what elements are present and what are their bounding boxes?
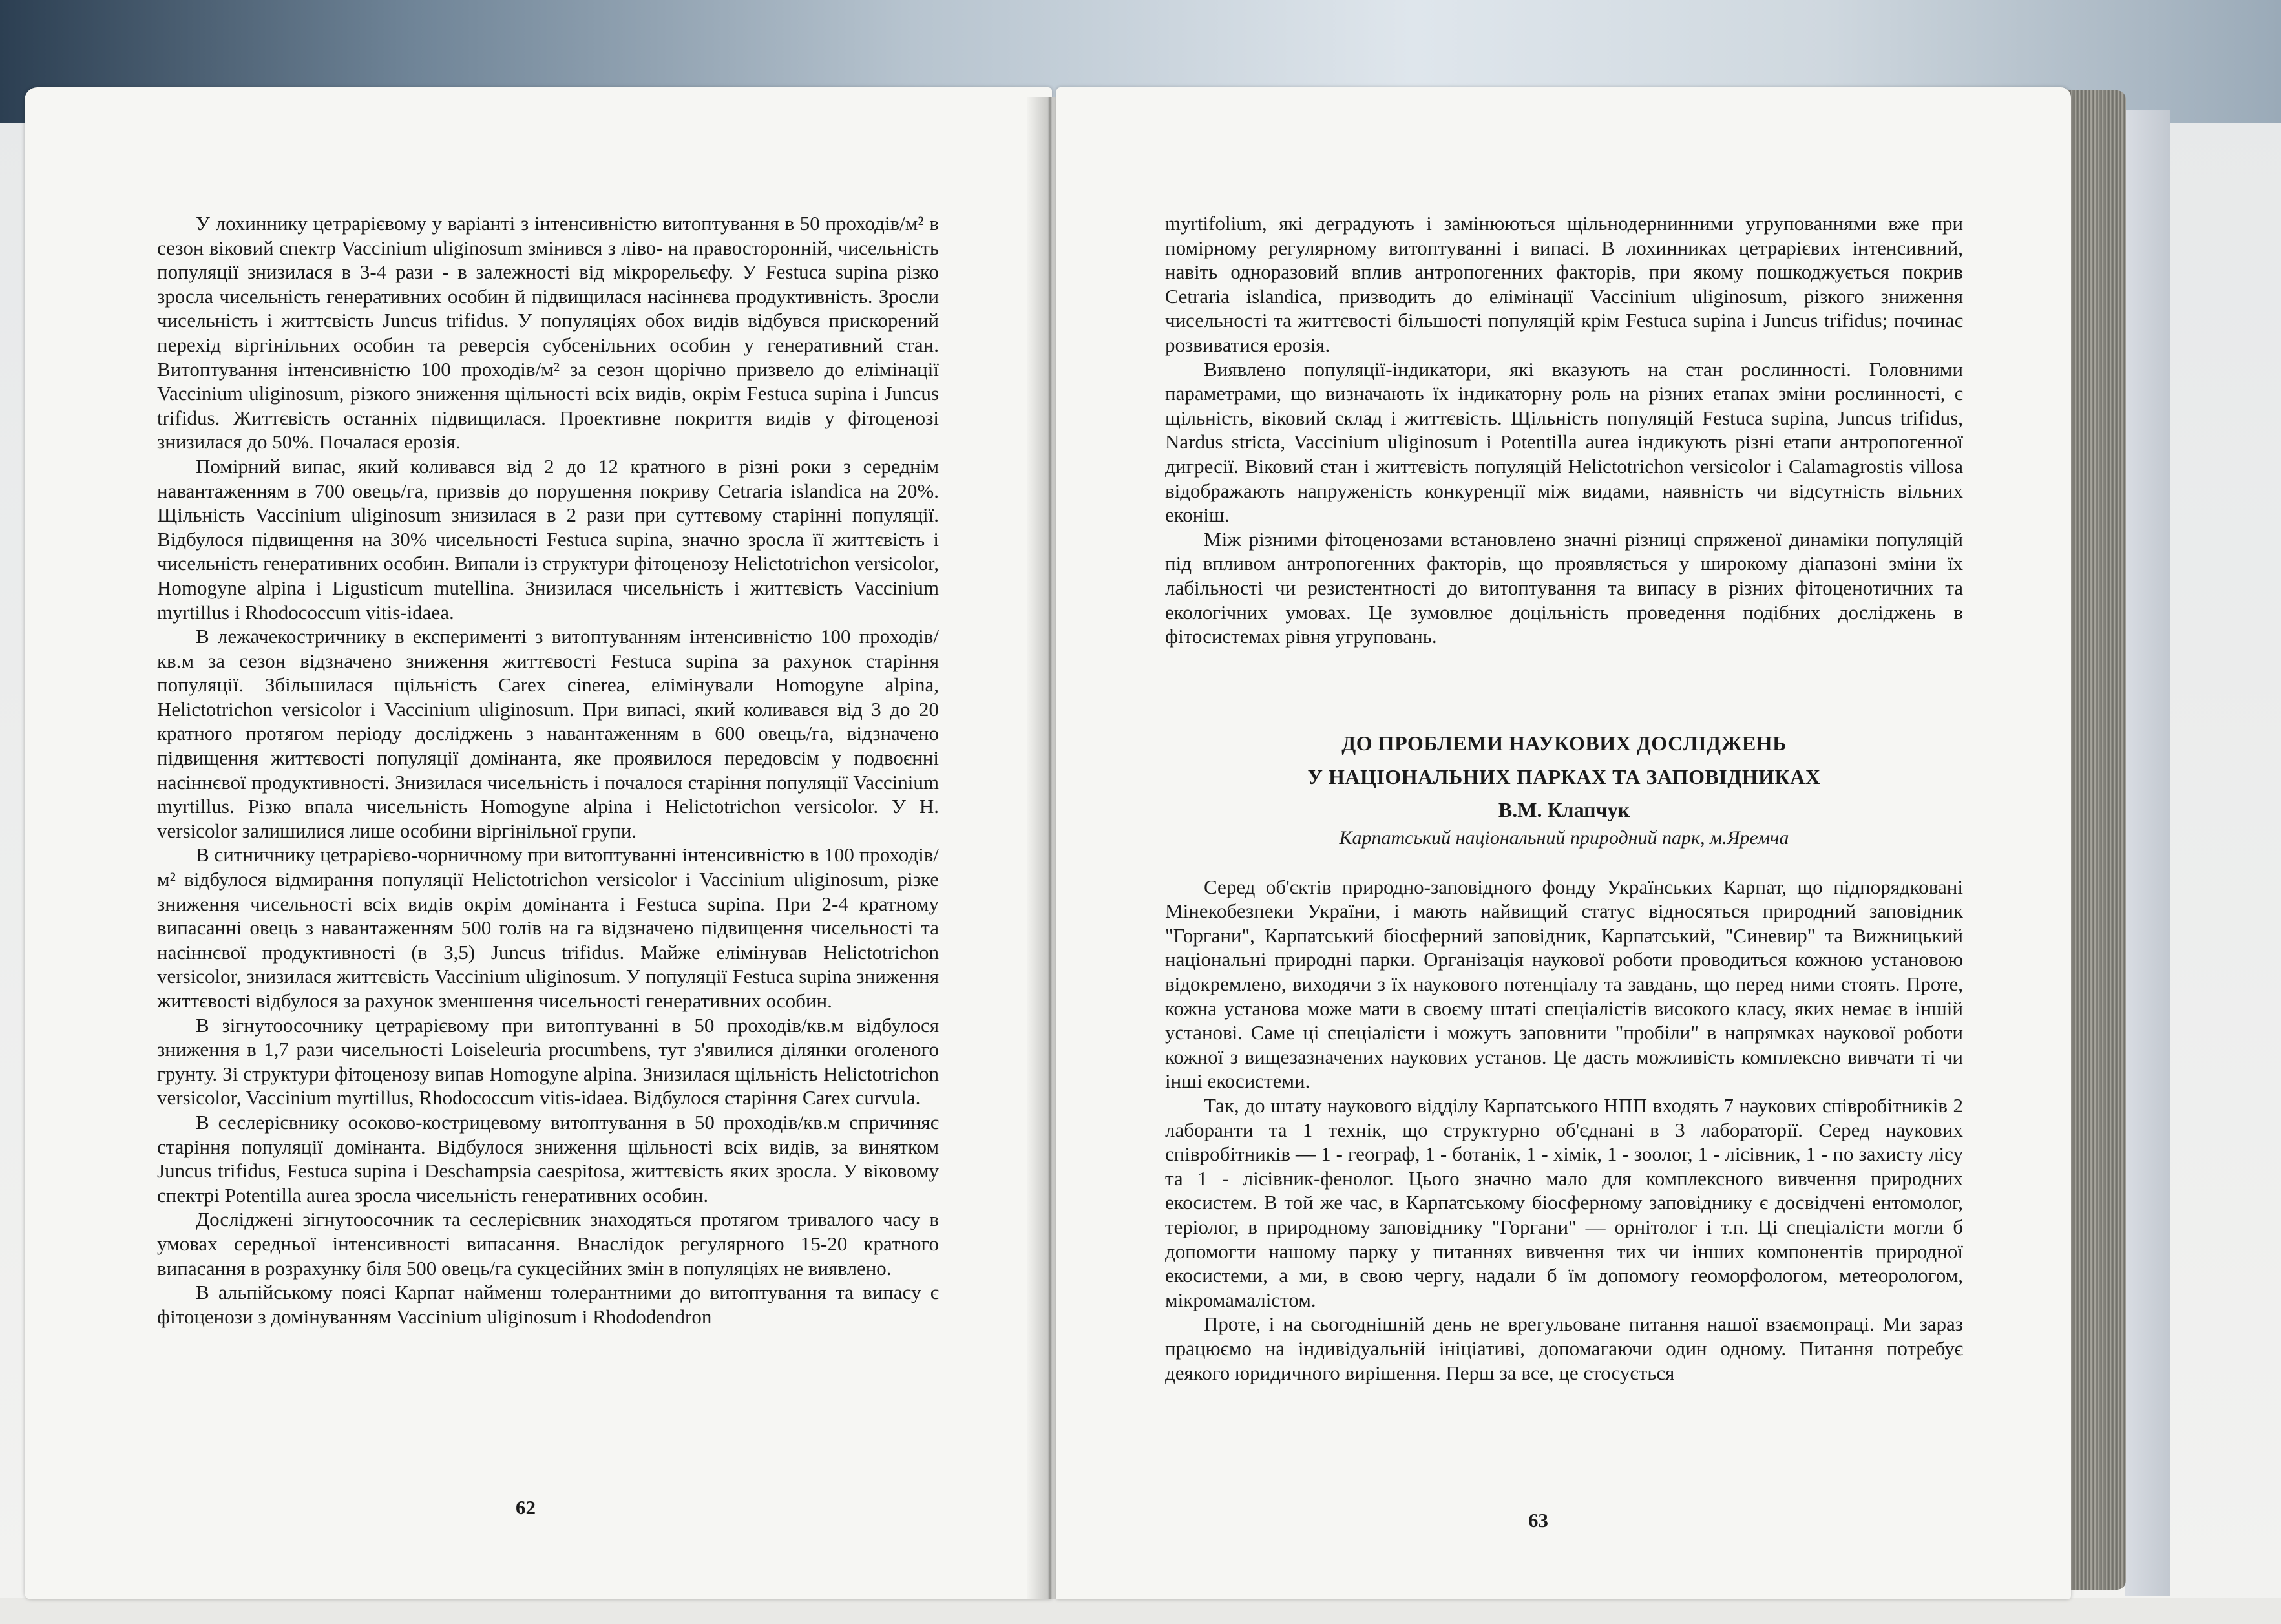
book-page-edges — [2061, 90, 2126, 1590]
left-paragraph-4: В ситничнику цетрарієво-чорничному при витоптуванні інтенсивністю в 100 проходів/м² відбулося відмирання популяції Helictotrichon versicolor і Vaccinium uliginosum, різке зниження чисельності всіх видів окрім домінанта і Festuca supina. При 2-4 кратному випасанні овець з навантаженням 500 голів на га відзначено підвищення чисельності та насіннєвої продуктивності (в 3,5) Juncus trifidus. Майже елімінував Helictotrichon versicolor, знизилася життєвість Vaccinium uliginosum. У популяції Festuca supina зниження життєвості відбулося за рахунок зменшення чисельності генеративних особин. — [157, 843, 939, 1012]
article-paragraph-1: Серед об'єктів природно-заповідного фонду Українських Карпат, що підпорядковані Мінекобезпеки України, і мають найвищий статус відносяться природний заповідник "Горгани", Карпатський біосферний заповідник, Карпатський, "Синевир" та Вижницький національні природні парки. Організація наукової роботи проводиться кожною установою відокремлено, виходячи з їх наукового потенціалу та завдань, що перед ними стоять. Проте, кожна установа може мати в своєму штаті спеціалістів високого класу, яких немає в іншій установі. Саме ці спеціалісти і можуть заповнити "пробіли" в напрямках наукової роботи кожної з вищезазначених наукових установ. Це дасть можливість комплексно вивчати ті чи інші екосистеми. — [1165, 875, 1963, 1093]
left-page — [25, 87, 1052, 1599]
article-title-line-1: ДО ПРОБЛЕМИ НАУКОВИХ ДОСЛІДЖЕНЬ — [1341, 731, 1787, 755]
article-author: В.М. Клапчук — [1498, 797, 1630, 821]
article-paragraph-3: Проте, і на сьогоднішній день не врегульоване питання нашої взаємопраці. Ми зараз працюємо на індивідуальній ініціативі, допомагаючи один одному. Питання потребує деякого юридичного вирішення. Перш за все, це стосується — [1165, 1313, 1963, 1384]
right-paragraph-1: myrtifolium, які деградують і замінюються щільнодернинними угрупованнями вже при помірному регулярному витоптуванні і випасі. В лохинниках цетрарієвих інтенсивний, навіть одноразовий вплив антропогенних факторів, при якому пошкоджується покрив Cetraria islandica, призводить до елімінації Vaccinium uliginosum, різкого зниження чисельності та життєвості більшості популяцій крім Festuca supina і Juncus trifidus; починає розвиватися ерозія. — [1165, 212, 1963, 356]
article-title-line-2: У НАЦІОНАЛЬНИХ ПАРКАХ ТА ЗАПОВІДНИКАХ — [1307, 765, 1821, 788]
left-paragraph-1: У лохиннику цетрарієвому у варіанті з інтенсивністю витоптування в 50 проходів/м² в сезон віковий спектр Vaccinium uliginosum змінився з ліво- на правосторонній, чисельність популяції знизилася в 3-4 рази - в залежності від мікрорельєфу. У Festuca supina різко зросла чисельність генеративних особин й підвищилася насіннєва продуктивність. Зросли чисельність і життєвість Juncus trifidus. У популяціях обох видів відбувся прискорений перехід віргінільних особин та реверсія субсенільних особин у генеративний стан. Витоптування інтенсивністю 100 проходів/м² за сезон щорічно призвело до елімінації Vaccinium uliginosum, різкого зниження щільності всіх видів, окрім Festuca supina і Juncus trifidus. Життєвість останніх підвищилася. Проективне покриття видів у фітоценозі знизилася до 50%. Почалася ерозія. — [157, 212, 939, 454]
book-cover-edge — [2125, 110, 2170, 1596]
left-paragraph-2: Помірний випас, який коливався від 2 до 12 кратного в різні роки з середнім навантаженням в 700 овець/га, призвів до порушення покриву Cetraria islandica на 20%. Щільність Vaccinium uliginosum знизилася в 2 рази при суттєвому старінні популяції. Відбулося підвищення на 30% чисельності Festuca supina, значно зросла її життєвість і чисельність генеративних особин. Випали із структури фітоценозу Helictotrichon versicolor, Homogyne alpina і Ligusticum mutellina. Знизилася чисельність і життєвість Vaccinium myrtillus і Rhodococcum vitis-idaea. — [157, 454, 939, 624]
right-paragraph-2: Виявлено популяції-індикатори, які вказують на стан рослинності. Головними параметрами, що визначають їх індикаторну роль на різних етапах зміни рослинності, є щільність, віковий склад і життєвість. Щільність популяцій Festuca supina, Juncus trifidus, Nardus stricta, Vaccinium uliginosum і Potentilla aurea індикують різні етапи антропогенної дигресії. Віковий стан і життєвість популяцій Helictotrichon versicolor і Calamagrostis villosa відображають напруженість конкуренції між видами, наявність чи відсутність вільних еконіш. — [1165, 357, 1963, 527]
left-paragraph-7: Досліджені зігнутоосочник та сеслерієвник знаходяться протягом тривалого часу в умовах середньої інтенсивності випасання. Внаслідок регулярного 15-20 кратного випасання в розрахунку біля 500 овець/га сукцесійних змін в популяціях не виявлено. — [157, 1208, 939, 1280]
article-affiliation: Карпатський національний природний парк, м.Яремча — [1339, 827, 1789, 849]
left-paragraph-6: В сеслерієвнику осоково-кострицевому витоптування в 50 проходів/кв.м спричиняє старіння популяції домінанта. Відбулося зниження щільності всіх видів, за винятком Juncus trifidus, Festuca supina і Deschampsia caespitosa, життєвість яких зросла. У віковому спектрі Potentilla aurea зросла чисельність генеративних особин. — [157, 1110, 939, 1207]
right-paragraph-3: Між різними фітоценозами встановлено значні різниці спряженої динаміки популяцій під впливом антропогенних факторів, що проявляється у широкому діапазоні зміни їх лабільності чи резистентності до витоптування та випасу в різних фітоценотичних та екологічних умовах. Це зумовлює доцільність проведення подібних досліджень в фітосистемах рівня угруповань. — [1165, 527, 1963, 648]
left-paragraph-5: В зігнутоосочнику цетрарієвому при витоптуванні в 50 проходів/кв.м відбулося зниження в 1,7 рази чисельності Loiseleuria procumbens, тут з'явилися ділянки оголеного грунту. Зі структури фітоценозу випав Homogyne alpina. Знизилася щільність Helictotrichon versicolor, Vaccinium myrtillus, Rhodococcum vitis-idaea. Відбулося старіння Carex curvula. — [157, 1013, 939, 1110]
right-page — [1056, 87, 2071, 1599]
left-paragraph-8: В альпійському поясі Карпат найменш толерантними до витоптування та випасу є фітоценози з домінуванням Vaccinium uliginosum і Rhododendron — [157, 1281, 939, 1328]
scan-background-bottom — [0, 1598, 2281, 1624]
right-page-text — [1165, 211, 1963, 1385]
article-paragraph-2: Так, до штату наукового відділу Карпатського НПП входять 7 наукових співробітників 2 лаборанти та 1 технік, що структурно об'єднані в 3 лабораторії. Серед наукових співробітників — 1 - географ, 1 - ботанік, 1 - хімік, 1 - зоолог, 1 - лісівник, 1 - по захисту лісу та 1 - лісівник-фенолог. Цього значно мало для комплексного вивчення природних екосистем. В той же час, в Карпатському біосферному заповіднику є досвідчені ентомолог, теріолог, в природному заповіднику "Горгани" — орнітолог і т.п. Ці спеціалісти могли б допомогти нашому парку у питаннях вивчення тих чи інших компонентів природної екосистеми, а ми, в свою чергу, надали б їм допомогу геоморфологом, метеорологом, мікромамалістом. — [1165, 1094, 1963, 1311]
left-page-number: 62 — [516, 1496, 536, 1519]
left-paragraph-3: В лежачекостричнику в експерименті з витоптуванням інтенсивністю 100 проходів/кв.м за сезон відзначено зниження життєвості Festuca supina за рахунок старіння популяції. Збільшилася щільність Carex cinerea, елімінували Homogyne alpina, Helictotrichon versicolor і Vaccinium uliginosum. При випасі, який коливався від 3 до 20 кратного протягом періоду досліджень з навантаженням в 600 овець/га, відзначено підвищення життєвості популяції домінанта, яке проявилося передовсім у подвоєнні насіннєвої продуктивності. Знизилася чисельність і почалося старіння популяції Vaccinium myrtillus. Різко впала чисельність Homogyne alpina і Helictotrichon versicolor. У H. versicolor залишилися лише особини віргінільної групи. — [157, 625, 939, 842]
left-page-text — [157, 211, 939, 1329]
right-page-number: 63 — [1528, 1509, 1548, 1532]
